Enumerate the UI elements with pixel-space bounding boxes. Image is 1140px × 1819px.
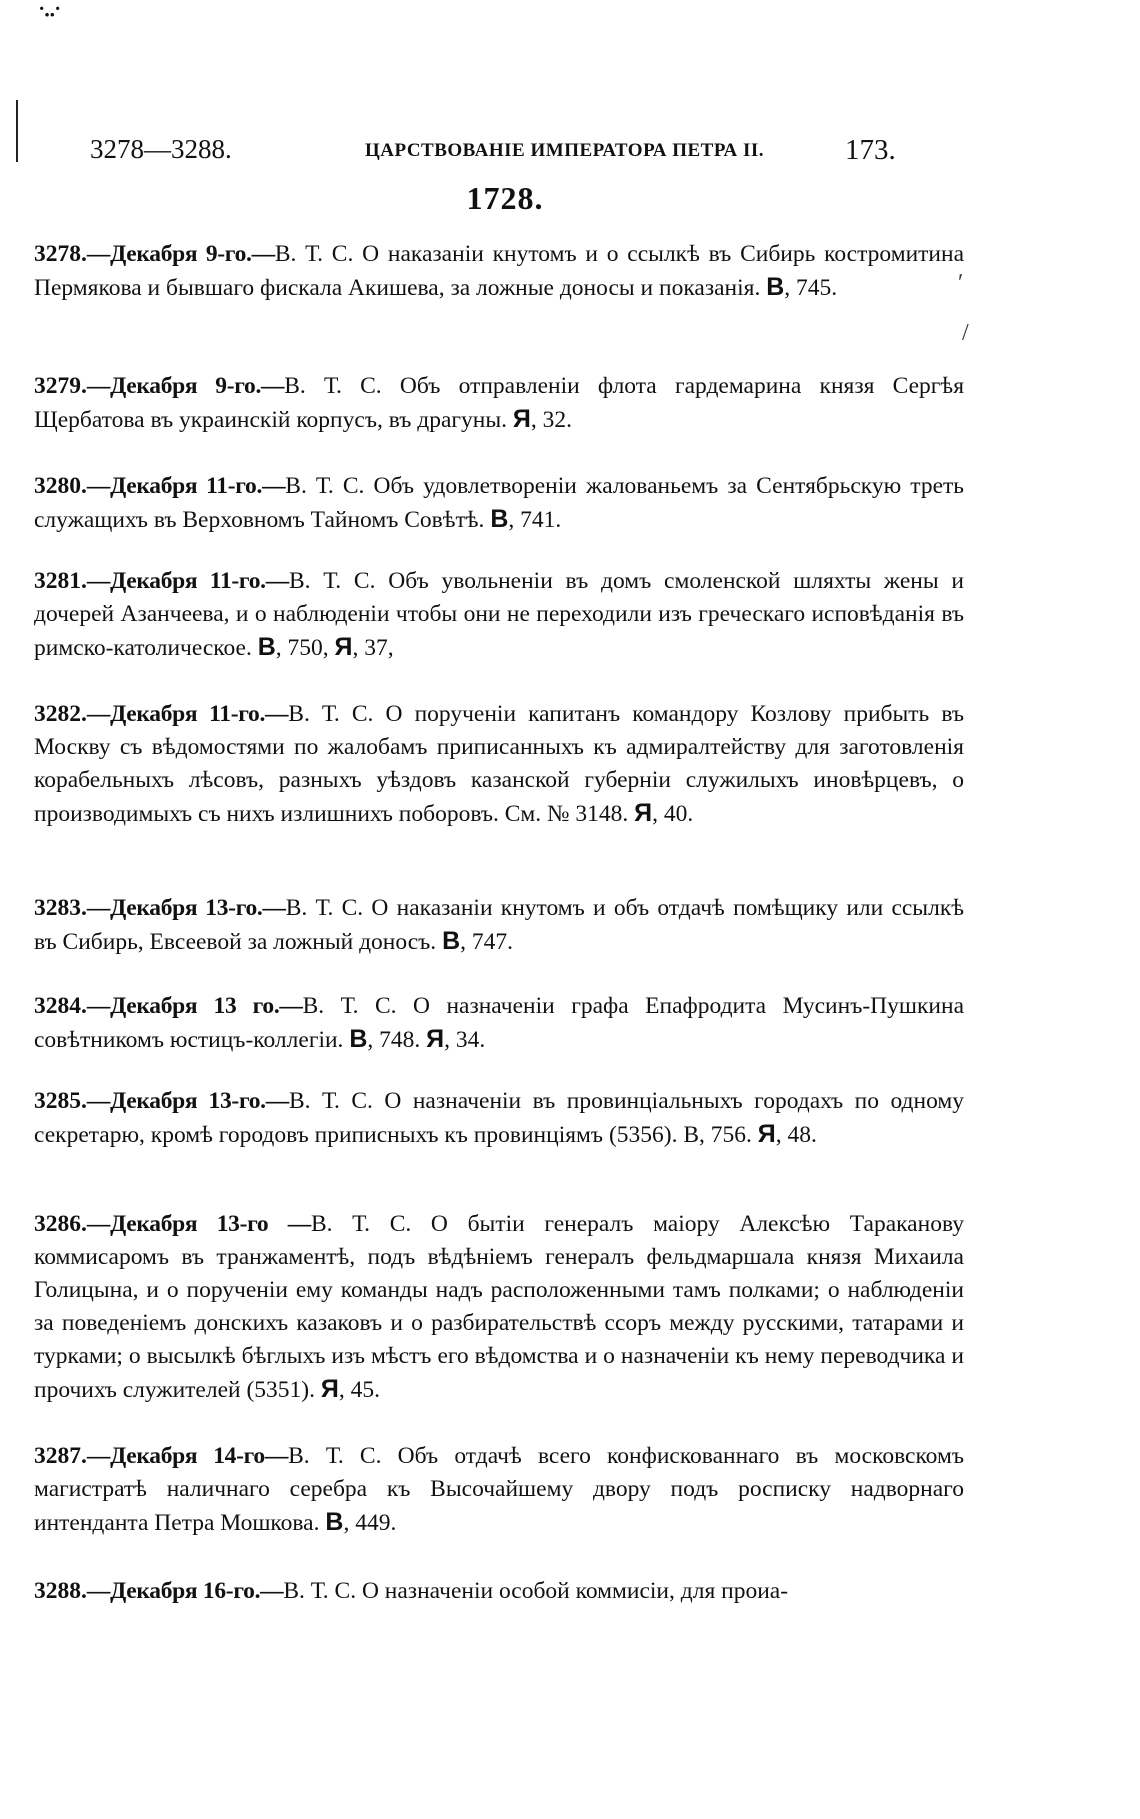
source-reference: , 45. bbox=[338, 1377, 380, 1403]
source-mark: В bbox=[257, 633, 276, 661]
entry-text: В. Т. С. О наказаніи кнутомъ и объ отдачѣ помѣщику или ссылкѣ въ Сибирь, Евсеевой за ложный доносъ. bbox=[34, 895, 965, 955]
entry bbox=[34, 565, 964, 665]
entry-number: 3288. bbox=[34, 1578, 87, 1604]
entry-number: 3279. bbox=[34, 373, 87, 399]
entry-text: В. Т. С. О назначеніи особой коммисіи, для проиа- bbox=[283, 1578, 789, 1604]
entry-date: —Декабря 9-го.— bbox=[86, 373, 285, 399]
source-reference: , 745. bbox=[784, 275, 838, 301]
running-title: ЦАРСТВОВАНІЕ ИМПЕРАТОРА ПЕТРА II. bbox=[365, 140, 765, 161]
entry-date: —Декабря 13-го.— bbox=[86, 895, 286, 921]
entry-number: 3282. bbox=[34, 701, 87, 727]
entry bbox=[34, 238, 964, 305]
year-heading: 1728. bbox=[466, 180, 544, 216]
margin-mark: ʹ bbox=[958, 270, 964, 296]
source-reference: , 40. bbox=[652, 801, 694, 827]
entry bbox=[34, 1085, 964, 1152]
entry-date: —Декабря 11-го.— bbox=[86, 568, 289, 594]
entry-range: 3278—3288. bbox=[90, 134, 232, 164]
source-reference: , 748. bbox=[367, 1027, 427, 1053]
margin-specks: ˙··˙ bbox=[38, 2, 60, 27]
entry-text: В. Т. С. О порученіи капитанъ командору Козлову прибыть въ Москву съ вѣдомостями по жалобамъ приписанныхъ къ адмиралтейству для заготовленія корабельныхъ лѣсовъ, разныхъ уѣздовъ казанской губерніи служилыхъ иновѣрцевъ, о производимыхъ съ нихъ излишнихъ поборовъ. См. № 3148. bbox=[34, 701, 965, 827]
source-mark: Я bbox=[634, 799, 653, 827]
entry-date: —Декабря 9-го.— bbox=[86, 241, 275, 267]
entry bbox=[34, 698, 964, 831]
entry bbox=[34, 990, 964, 1057]
entry-date: —Декабря 11-го.— bbox=[86, 701, 289, 727]
source-mark: В bbox=[349, 1025, 368, 1053]
source-reference: , 741. bbox=[508, 507, 562, 533]
source-reference: , 48. bbox=[775, 1122, 817, 1148]
source-mark: В bbox=[766, 273, 785, 301]
entry bbox=[34, 470, 964, 537]
entry-number: 3278. bbox=[34, 241, 87, 267]
entry-text: В. Т. С. Объ удовлетвореніи жалованьемъ за Сентябрьскую треть служащихъ въ Верховномъ Тайномъ Совѣтѣ. bbox=[34, 473, 964, 533]
entry-number: 3287. bbox=[34, 1443, 87, 1469]
source-reference: , 37, bbox=[352, 635, 394, 661]
entry-date: —Декабря 16-го.— bbox=[86, 1578, 284, 1604]
source-mark: Я bbox=[512, 405, 531, 433]
source-reference: , 750, bbox=[275, 635, 335, 661]
entry-date: —Декабря 13 го.— bbox=[86, 993, 303, 1019]
entry-text: В. Т. С. Объ отправленіи флота гардемарина князя Сергѣя Щербатова въ украинскій корпусъ, въ драгуны. bbox=[34, 373, 964, 433]
entry bbox=[34, 370, 964, 437]
entry-number: 3281. bbox=[34, 568, 87, 594]
source-mark: В bbox=[442, 927, 461, 955]
page-header bbox=[90, 134, 910, 168]
source-mark: Я bbox=[320, 1375, 339, 1403]
entry-number: 3284. bbox=[34, 993, 87, 1019]
page-number: 173. bbox=[845, 134, 896, 166]
margin-mark: / bbox=[962, 320, 969, 346]
entry-date: —Декабря 11-го.— bbox=[86, 473, 286, 499]
entry bbox=[34, 1208, 964, 1407]
margin-rule bbox=[16, 100, 18, 162]
source-reference: , 747. bbox=[460, 929, 513, 955]
entry-date: —Декабря 13-го.— bbox=[86, 1088, 289, 1114]
source-reference: , 32. bbox=[530, 407, 572, 433]
entry-text: В. Т. С. О назначеніи графа Епафродита Мусинъ-Пушкина совѣтникомъ юстицъ-коллегіи. bbox=[34, 993, 965, 1053]
source-reference: , 34. bbox=[444, 1027, 486, 1053]
entry bbox=[34, 1575, 964, 1608]
entry-text: В. Т. С. О наказаніи кнутомъ и о ссылкѣ въ Сибирь костромитина Пермякова и бывшаго фискала Акишева, за ложные доносы и показанія. bbox=[34, 241, 965, 301]
entry-date: —Декабря 13-го — bbox=[86, 1211, 311, 1237]
entry-number: 3286. bbox=[34, 1211, 87, 1237]
entry-text: В. Т. С. О назначеніи въ провинціальныхъ городахъ по одному секретарю, кромѣ городовъ приписныхъ къ провинціямъ (5356). В, 756. bbox=[34, 1088, 964, 1148]
entry-text: В. Т. С. Объ отдачѣ всего конфискованнаго въ московскомъ магистратѣ наличнаго серебра къ Высочайшему двору подъ роспиcку надворнаго интенданта Петра Мошкова. bbox=[34, 1443, 965, 1536]
entry-text: В. Т. С. О бытіи генералъ маіору Алексѣю Тараканову коммисаромъ въ транжаментѣ, подъ вѣдѣніемъ генералъ фельдмаршала князя Михаила Голицына, и о порученіи ему команды надъ расположенными тамъ полками; о наблюденіи за поведеніемъ донскихъ казаковъ и о разбирательствѣ ссоръ между русскими, татарами и турками; о высылкѣ бѣглыхъ изъ мѣстъ его вѣдомства и о назначеніи къ нему переводчика и прочихъ служителей (5351). bbox=[34, 1211, 964, 1403]
source-mark: В bbox=[490, 505, 509, 533]
entry bbox=[34, 1440, 964, 1540]
source-mark: В bbox=[325, 1508, 344, 1536]
entry-number: 3285. bbox=[34, 1088, 87, 1114]
entry-number: 3283. bbox=[34, 895, 87, 921]
source-mark: Я bbox=[334, 633, 353, 661]
entry bbox=[34, 892, 964, 959]
entry-number: 3280. bbox=[34, 473, 87, 499]
source-mark: Я bbox=[757, 1120, 776, 1148]
entry-date: —Декабря 14-го— bbox=[86, 1443, 289, 1469]
source-reference: , 449. bbox=[343, 1510, 397, 1536]
source-mark: Я bbox=[426, 1025, 445, 1053]
entry-text: В. Т. С. Объ увольненіи въ домъ смоленской шляхты жены и дочерей Азанчеева, и о наблюденіи чтобы они не переходили изъ греческаго исповѣданія въ римско-католическое. bbox=[34, 568, 964, 661]
